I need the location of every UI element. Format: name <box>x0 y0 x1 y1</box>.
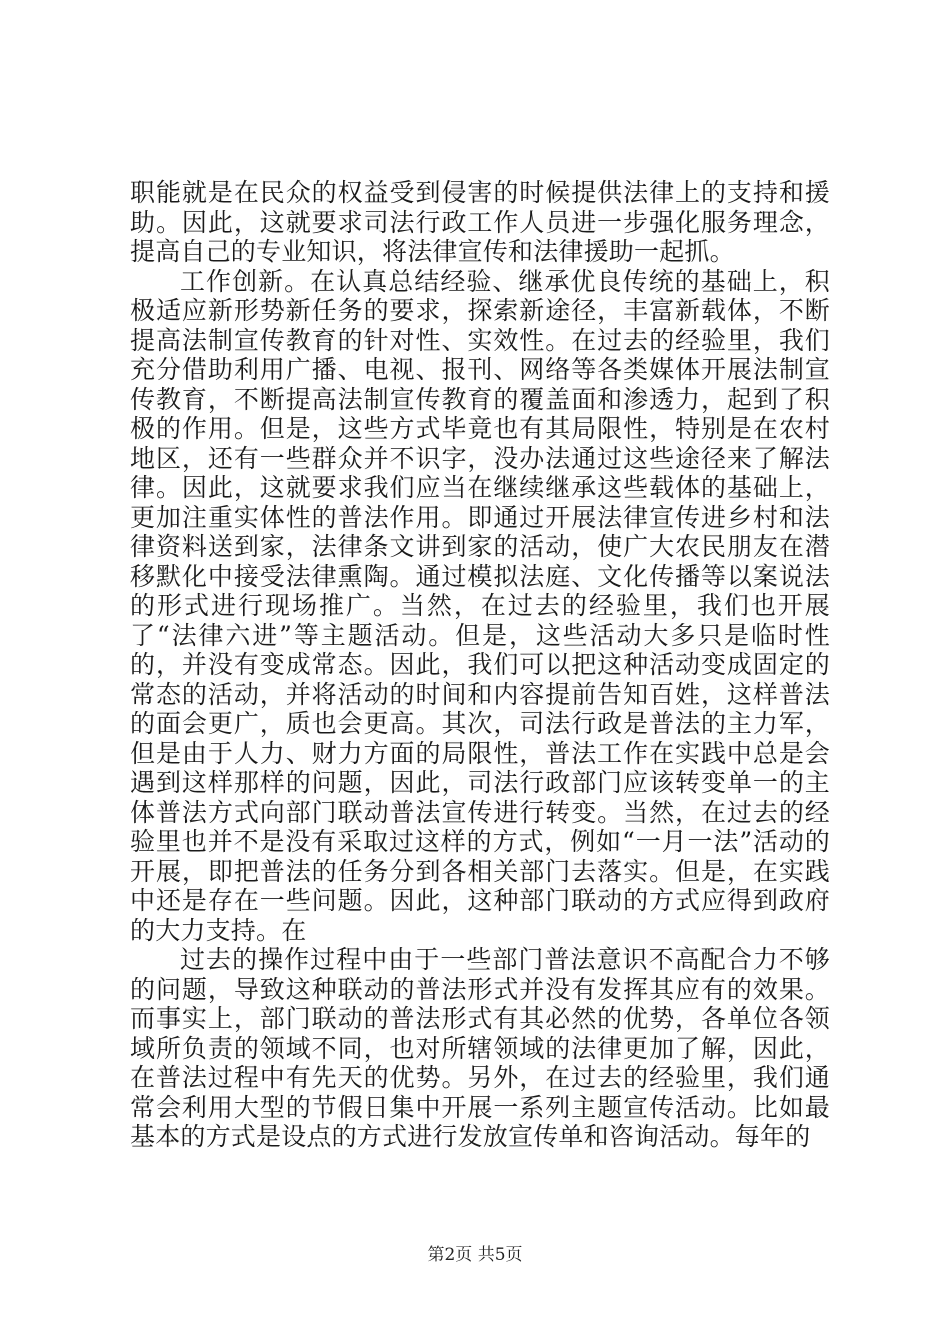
paragraph-1: 职能就是在民众的权益受到侵害的时候提供法律上的支持和援助。因此，这就要求司法行政工作人员进一步强化服务理念，提高自己的专业知识，将法律宣传和法律援助一起抓。 <box>130 178 830 266</box>
paragraph-3: 过去的操作过程中由于一些部门普法意识不高配合力不够的问题，导致这种联动的普法形式并没有发挥其应有的效果。而事实上，部门联动的普法形式有其必然的优势，各单位各领域所负责的领域不同，也对所辖领域的法律更加了解，因此，在普法过程中有先天的优势。另外，在过去的经验里，我们通常会利用大型的节假日集中开展一系列主题宣传活动。比如最基本的方式是设点的方式进行发放宣传单和咨询活动。每年的 <box>130 945 830 1151</box>
paragraph-2: 工作创新。在认真总结经验、继承优良传统的基础上，积极适应新形势新任务的要求，探索新途径，丰富新载体，不断提高法制宣传教育的针对性、实效性。在过去的经验里，我们充分借助利用广播、电视、报刊、网络等各类媒体开展法制宣传教育，不断提高法制宣传教育的覆盖面和渗透力，起到了积极的作用。但是，这些方式毕竟也有其局限性，特别是在农村地区，还有一些群众并不识字，没办法通过这些途径来了解法律。因此，这就要求我们应当在继续继承这些载体的基础上，更加注重实体性的普法作用。即通过开展法律宣传进乡村和法律资料送到家，法律条文讲到家的活动，使广大农民朋友在潜移默化中接受法律熏陶。通过模拟法庭、文化传播等以案说法的形式进行现场推广。当然，在过去的经验里，我们也开展了“法律六进”等主题活动。但是，这些活动大多只是临时性的，并没有变成常态。因此，我们可以把这种活动变成固定的常态的活动，并将活动的时间和内容提前告知百姓，这样普法的面会更广，质也会更高。其次，司法行政是普法的主力军，但是由于人力、财力方面的局限性，普法工作在实践中总是会遇到这样那样的问题，因此，司法行政部门应该转变单一的主体普法方式向部门联动普法宣传进行转变。当然，在过去的经验里也并不是没有采取过这样的方式，例如“一月一法”活动的开展，即把普法的任务分到各相关部门去落实。但是，在实践中还是存在一些问题。因此，这种部门联动的方式应得到政府的大力支持。在 <box>130 266 830 945</box>
page-number-footer: 第2页 共5页 <box>427 1245 523 1265</box>
document-body <box>130 178 830 1152</box>
